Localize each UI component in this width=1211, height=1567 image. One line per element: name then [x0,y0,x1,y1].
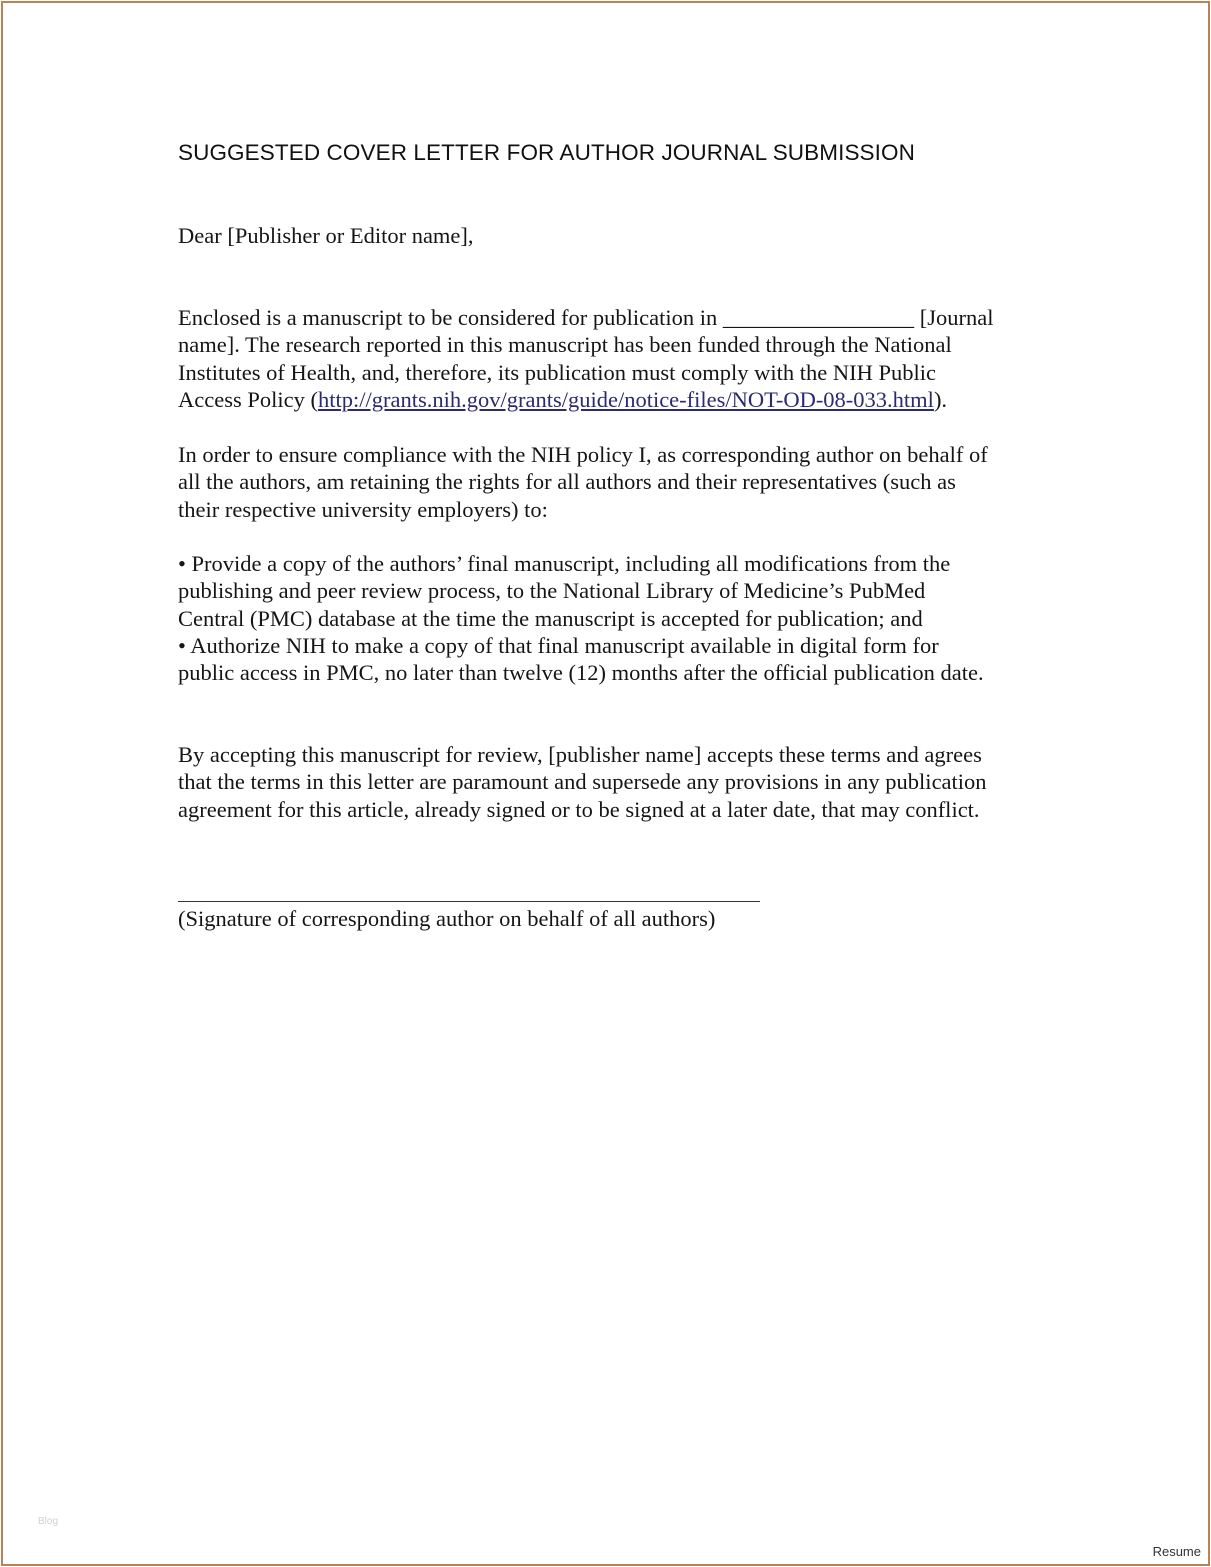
paragraph-line: that the terms in this letter are paramount and supersede any provisions in any publication [178,769,987,795]
bullet-line: • Provide a copy of the authors’ final manuscript, including all modifications from the [178,551,951,576]
signature-line [178,901,760,902]
bullet-list [178,550,984,686]
paragraph-line: By accepting this manuscript for review, [publisher name] accepts these terms and agrees [178,742,982,767]
paragraph-line: In order to ensure compliance with the NIH policy I, as corresponding author on behalf of [178,442,988,467]
link-prefix: Access Policy ( [178,386,318,412]
paragraph-acceptance [178,741,987,823]
paragraph-line: all the authors, am retaining the rights for all authors and their representatives (such as [178,469,956,495]
salutation-text: Dear [Publisher or Editor name], [178,223,474,248]
paragraph-line: Institutes of Health, and, therefore, its publication must comply with the NIH Public [178,359,936,385]
signature-block [178,905,715,932]
watermark-left: Blog [38,1516,59,1527]
bullet-line: publishing and peer review process, to the National Library of Medicine’s PubMed [178,578,926,604]
paragraph-line: their respective university employers) to: [178,496,548,522]
paragraph-line-with-link [178,386,993,413]
salutation [178,222,474,249]
letter-title: SUGGESTED COVER LETTER FOR AUTHOR JOURNAL SUBMISSION [178,140,915,165]
nih-policy-link[interactable]: http://grants.nih.gov/grants/guide/notice-files/NOT-OD-08-033.html [317,386,934,412]
watermark-right: Resume [1152,1544,1201,1559]
paragraph-line: agreement for this article, already signed or to be signed at a later date, that may conflict. [178,796,980,822]
paragraph-line: Enclosed is a manuscript to be considered for publication in _________________ [Journal [178,305,994,330]
bullet-line: • Authorize NIH to make a copy of that final manuscript available in digital form for [178,632,939,658]
paragraph-compliance [178,441,988,523]
bullet-line: Central (PMC) database at the time the manuscript is accepted for publication; and [178,605,923,631]
bullet-line: public access in PMC, no later than twelve (12) months after the official publication date. [178,660,984,686]
signature-caption: (Signature of corresponding author on behalf of all authors) [178,906,716,931]
paragraph-enclosed [178,304,993,413]
link-suffix: ). [933,386,948,412]
paragraph-line: name]. The research reported in this manuscript has been funded through the National [178,332,952,358]
